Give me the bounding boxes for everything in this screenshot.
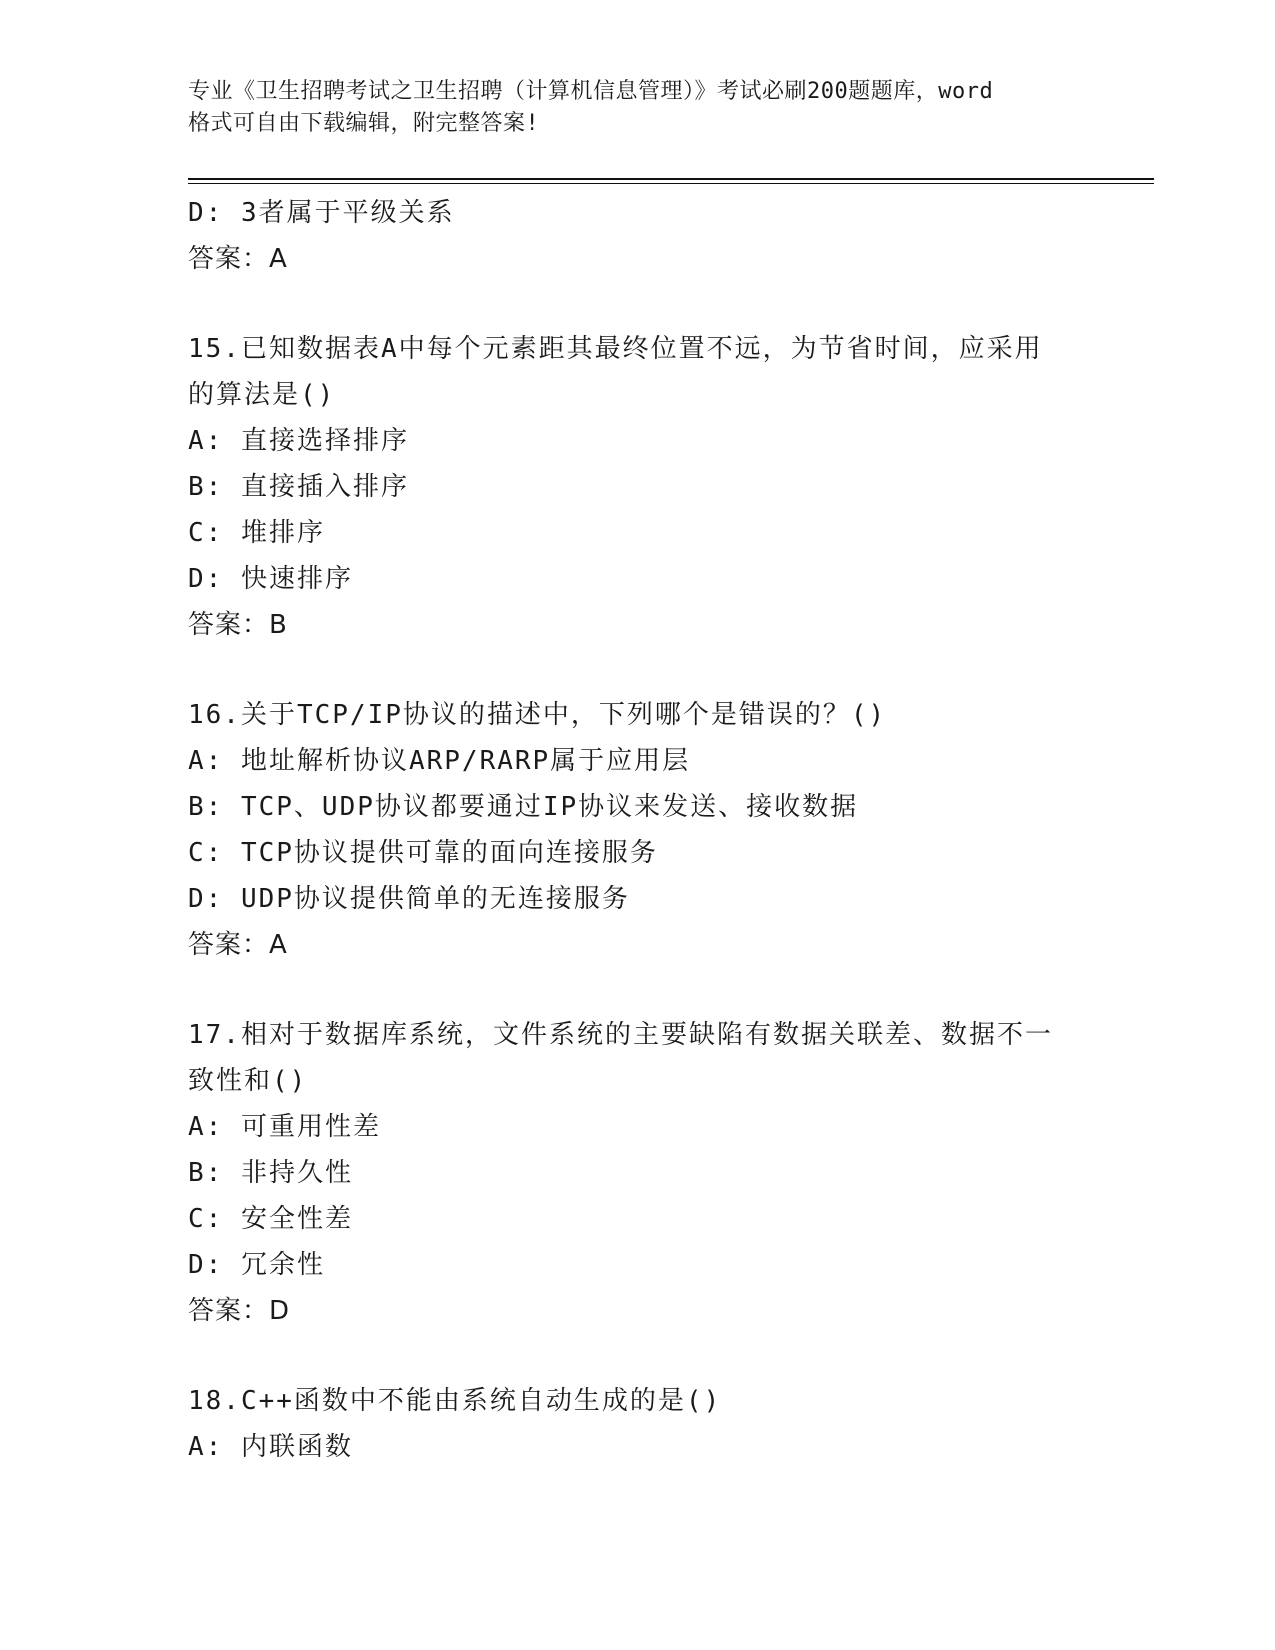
option-d: D: 快速排序 (188, 564, 353, 594)
question-17 (188, 1012, 1088, 1334)
option-b: B: TCP、UDP协议都要通过IP协议来发送、接收数据 (188, 792, 859, 822)
option-a: A: 直接选择排序 (188, 426, 409, 456)
question-15 (188, 326, 1088, 648)
question-stem: 18.C++函数中不能由系统自动生成的是() (188, 1386, 722, 1416)
header-line-1: 专业《卫生招聘考试之卫生招聘（计算机信息管理）》考试必刷200题题库，word (188, 79, 994, 104)
answer: 答案：B (188, 610, 288, 640)
option-c: C: 堆排序 (188, 518, 325, 548)
question-18 (188, 1378, 1088, 1470)
header-divider-thin (188, 183, 1154, 184)
question-stem-cont: 的算法是() (188, 380, 336, 410)
option-c: C: 安全性差 (188, 1204, 353, 1234)
option-a: A: 地址解析协议ARP/RARP属于应用层 (188, 746, 691, 776)
option-c: C: TCP协议提供可靠的面向连接服务 (188, 838, 658, 868)
question-stem: 17.相对于数据库系统，文件系统的主要缺陷有数据关联差、数据不一 (188, 1020, 1053, 1050)
option-d: D: 冗余性 (188, 1250, 325, 1280)
carryover-answer: 答案：A (188, 244, 288, 274)
question-stem: 15.已知数据表A中每个元素距其最终位置不远，为节省时间，应采用 (188, 334, 1043, 364)
option-a: A: 内联函数 (188, 1432, 353, 1462)
carryover-option-d: D: 3者属于平级关系 (188, 198, 455, 228)
question-stem-cont: 致性和() (188, 1066, 308, 1096)
header-line-2: 格式可自由下载编辑，附完整答案! (188, 111, 540, 136)
answer: 答案：D (188, 1296, 291, 1326)
question-stem: 16.关于TCP/IP协议的描述中，下列哪个是错误的？() (188, 700, 887, 730)
answer: 答案：A (188, 930, 288, 960)
option-a: A: 可重用性差 (188, 1112, 381, 1142)
option-b: B: 直接插入排序 (188, 472, 409, 502)
question-list (188, 190, 1088, 1470)
option-b: B: 非持久性 (188, 1158, 353, 1188)
document-header (188, 76, 1088, 140)
option-d: D: UDP协议提供简单的无连接服务 (188, 884, 630, 914)
header-divider-thick (188, 178, 1154, 180)
question-16 (188, 692, 1088, 968)
